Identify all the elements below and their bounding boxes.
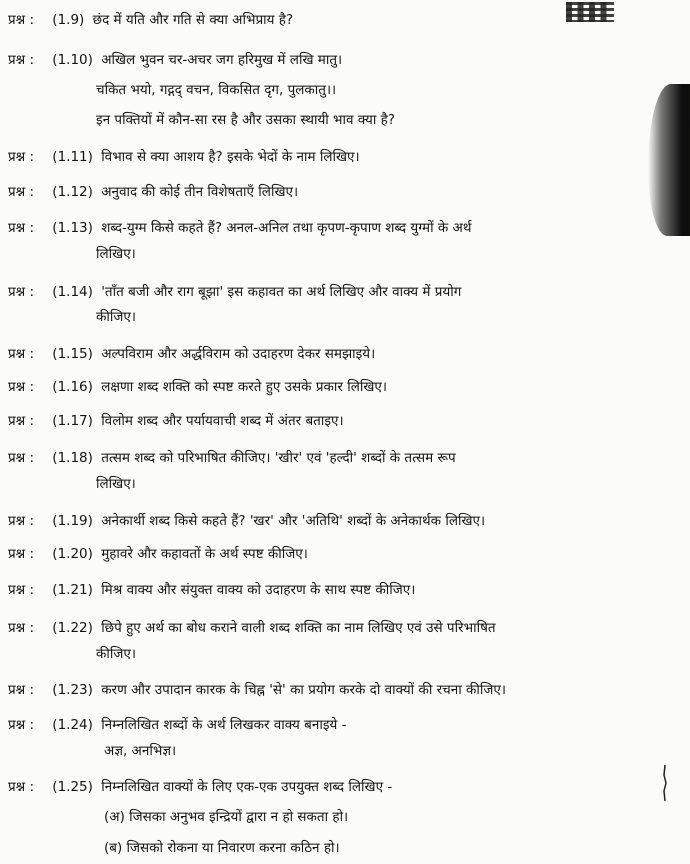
question-item	[8, 576, 570, 604]
question-item	[8, 178, 570, 206]
question-continuation: इन पक्तियों में कौन-सा रस है और उसका स्थायी भाव क्या है?	[96, 112, 396, 128]
question-number: (1.15)	[52, 346, 93, 362]
question-text: शब्द-युग्म किसे कहते हैं? अनल-अनिल तथा कृपण-कृपाण शब्द युग्मों के अर्थ	[101, 220, 472, 236]
question-text: छंद में यति और गति से क्या अभिप्राय है?	[92, 12, 294, 28]
question-label: प्रश्न :	[8, 12, 35, 28]
question-number: (1.9)	[52, 12, 85, 28]
question-text: विभाव से क्या आशय है? इसके भेदों के नाम लिखिए।	[101, 149, 360, 165]
question-item	[8, 676, 570, 704]
question-number: (1.18)	[52, 450, 93, 466]
question-text: अनुवाद की कोई तीन विशेषताएँ लिखिए।	[101, 184, 299, 200]
question-text: अखिल भुवन चर-अचर जग हरिमुख में लखि मातु।	[101, 52, 343, 68]
question-label: प्रश्न :	[8, 184, 35, 200]
question-number: (1.17)	[52, 413, 93, 429]
question-text: करण और उपादान कारक के चिह्न 'से' का प्रयोग करके दो वाक्यों की रचना कीजिए।	[101, 682, 506, 698]
question-continuation: अज्ञ, अनभिज्ञ।	[104, 743, 177, 759]
question-item	[8, 340, 570, 368]
question-text: विलोम शब्द और पर्यायवाची शब्द में अंतर बताइए।	[101, 413, 344, 429]
question-number: (1.23)	[52, 682, 93, 698]
question-item	[8, 6, 570, 34]
question-label: प्रश्न :	[8, 620, 35, 636]
question-continuation: लिखिए।	[96, 476, 136, 492]
question-number: (1.19)	[52, 513, 93, 529]
question-number: (1.16)	[52, 379, 93, 395]
question-item	[8, 711, 570, 739]
question-text: अनेकार्थी शब्द किसे कहते हैं? 'खर' और 'अतिथि' शब्दों के अनेकार्थक लिखिए।	[101, 513, 486, 529]
question-label: प्रश्न :	[8, 513, 35, 529]
question-item	[8, 507, 570, 535]
question-label: प्रश्न :	[8, 379, 35, 395]
question-label: प्रश्न :	[8, 717, 35, 733]
question-number: (1.24)	[52, 717, 93, 733]
question-item	[8, 407, 570, 435]
question-text: तत्सम शब्द को परिभाषित कीजिए। 'खीर' एवं 'हल्दी' शब्दों के तत्सम रूप	[101, 450, 456, 466]
question-continuation: कीजिए।	[96, 646, 136, 662]
question-label: प्रश्न :	[8, 450, 35, 466]
question-text: छिपे हुए अर्थ का बोध कराने वाली शब्द शक्ति का नाम लिखिए एवं उसे परिभाषित	[101, 620, 496, 636]
question-item	[8, 278, 570, 306]
question-continuation: (अ) जिसका अनुभव इन्द्रियों द्वारा न हो सकता हो।	[104, 809, 349, 825]
question-item	[8, 540, 570, 568]
question-text: निम्नलिखित वाक्यों के लिए एक-एक उपयुक्त शब्द लिखिए -	[101, 779, 393, 795]
question-number: (1.10)	[52, 52, 93, 68]
question-number: (1.22)	[52, 620, 93, 636]
question-item	[8, 773, 570, 801]
question-text: 'ताँत बजी और राग बूझा' इस कहावत का अर्थ लिखिए और वाक्य में प्रयोग	[101, 284, 462, 300]
question-continuation: (ब) जिसको रोकना या निवारण करना कठिन हो।	[104, 840, 340, 856]
question-text: लक्षणा शब्द शक्ति को स्पष्ट करते हुए उसके प्रकार लिखिए।	[101, 379, 387, 395]
question-number: (1.12)	[52, 184, 93, 200]
question-label: प्रश्न :	[8, 546, 35, 562]
question-number: (1.14)	[52, 284, 93, 300]
qr-code-icon	[566, 2, 614, 22]
question-number: (1.25)	[52, 779, 93, 795]
question-label: प्रश्न :	[8, 149, 35, 165]
question-item	[8, 614, 570, 642]
question-number: (1.20)	[52, 546, 93, 562]
question-item	[8, 46, 570, 74]
stray-pen-mark	[661, 765, 669, 803]
question-label: प्रश्न :	[8, 220, 35, 236]
question-continuation: चकित भयो, गद्गद् वचन, विकसित दृग, पुलकातु।।	[96, 82, 337, 98]
question-item	[8, 373, 570, 401]
question-continuation: लिखिए।	[96, 246, 136, 262]
question-number: (1.21)	[52, 582, 93, 598]
question-label: प्रश्न :	[8, 779, 35, 795]
question-label: प्रश्न :	[8, 284, 35, 300]
question-item	[8, 143, 570, 171]
page-edge-shadow	[648, 84, 690, 236]
question-continuation: कीजिए।	[96, 309, 136, 325]
question-label: प्रश्न :	[8, 682, 35, 698]
question-text: मुहावरे और कहावतों के अर्थ स्पष्ट कीजिए।	[101, 546, 308, 562]
question-label: प्रश्न :	[8, 52, 35, 68]
question-label: प्रश्न :	[8, 413, 35, 429]
question-label: प्रश्न :	[8, 582, 35, 598]
question-item	[8, 214, 570, 242]
question-label: प्रश्न :	[8, 346, 35, 362]
question-text: मिश्र वाक्य और संयुक्त वाक्य को उदाहरण के साथ स्पष्ट कीजिए।	[101, 582, 416, 598]
question-text: अल्पविराम और अर्द्धविराम को उदाहरण देकर समझाइये।	[101, 346, 376, 362]
question-number: (1.11)	[52, 149, 93, 165]
question-number: (1.13)	[52, 220, 93, 236]
question-text: निम्नलिखित शब्दों के अर्थ लिखकर वाक्य बनाइये -	[101, 717, 347, 733]
question-item	[8, 444, 570, 472]
